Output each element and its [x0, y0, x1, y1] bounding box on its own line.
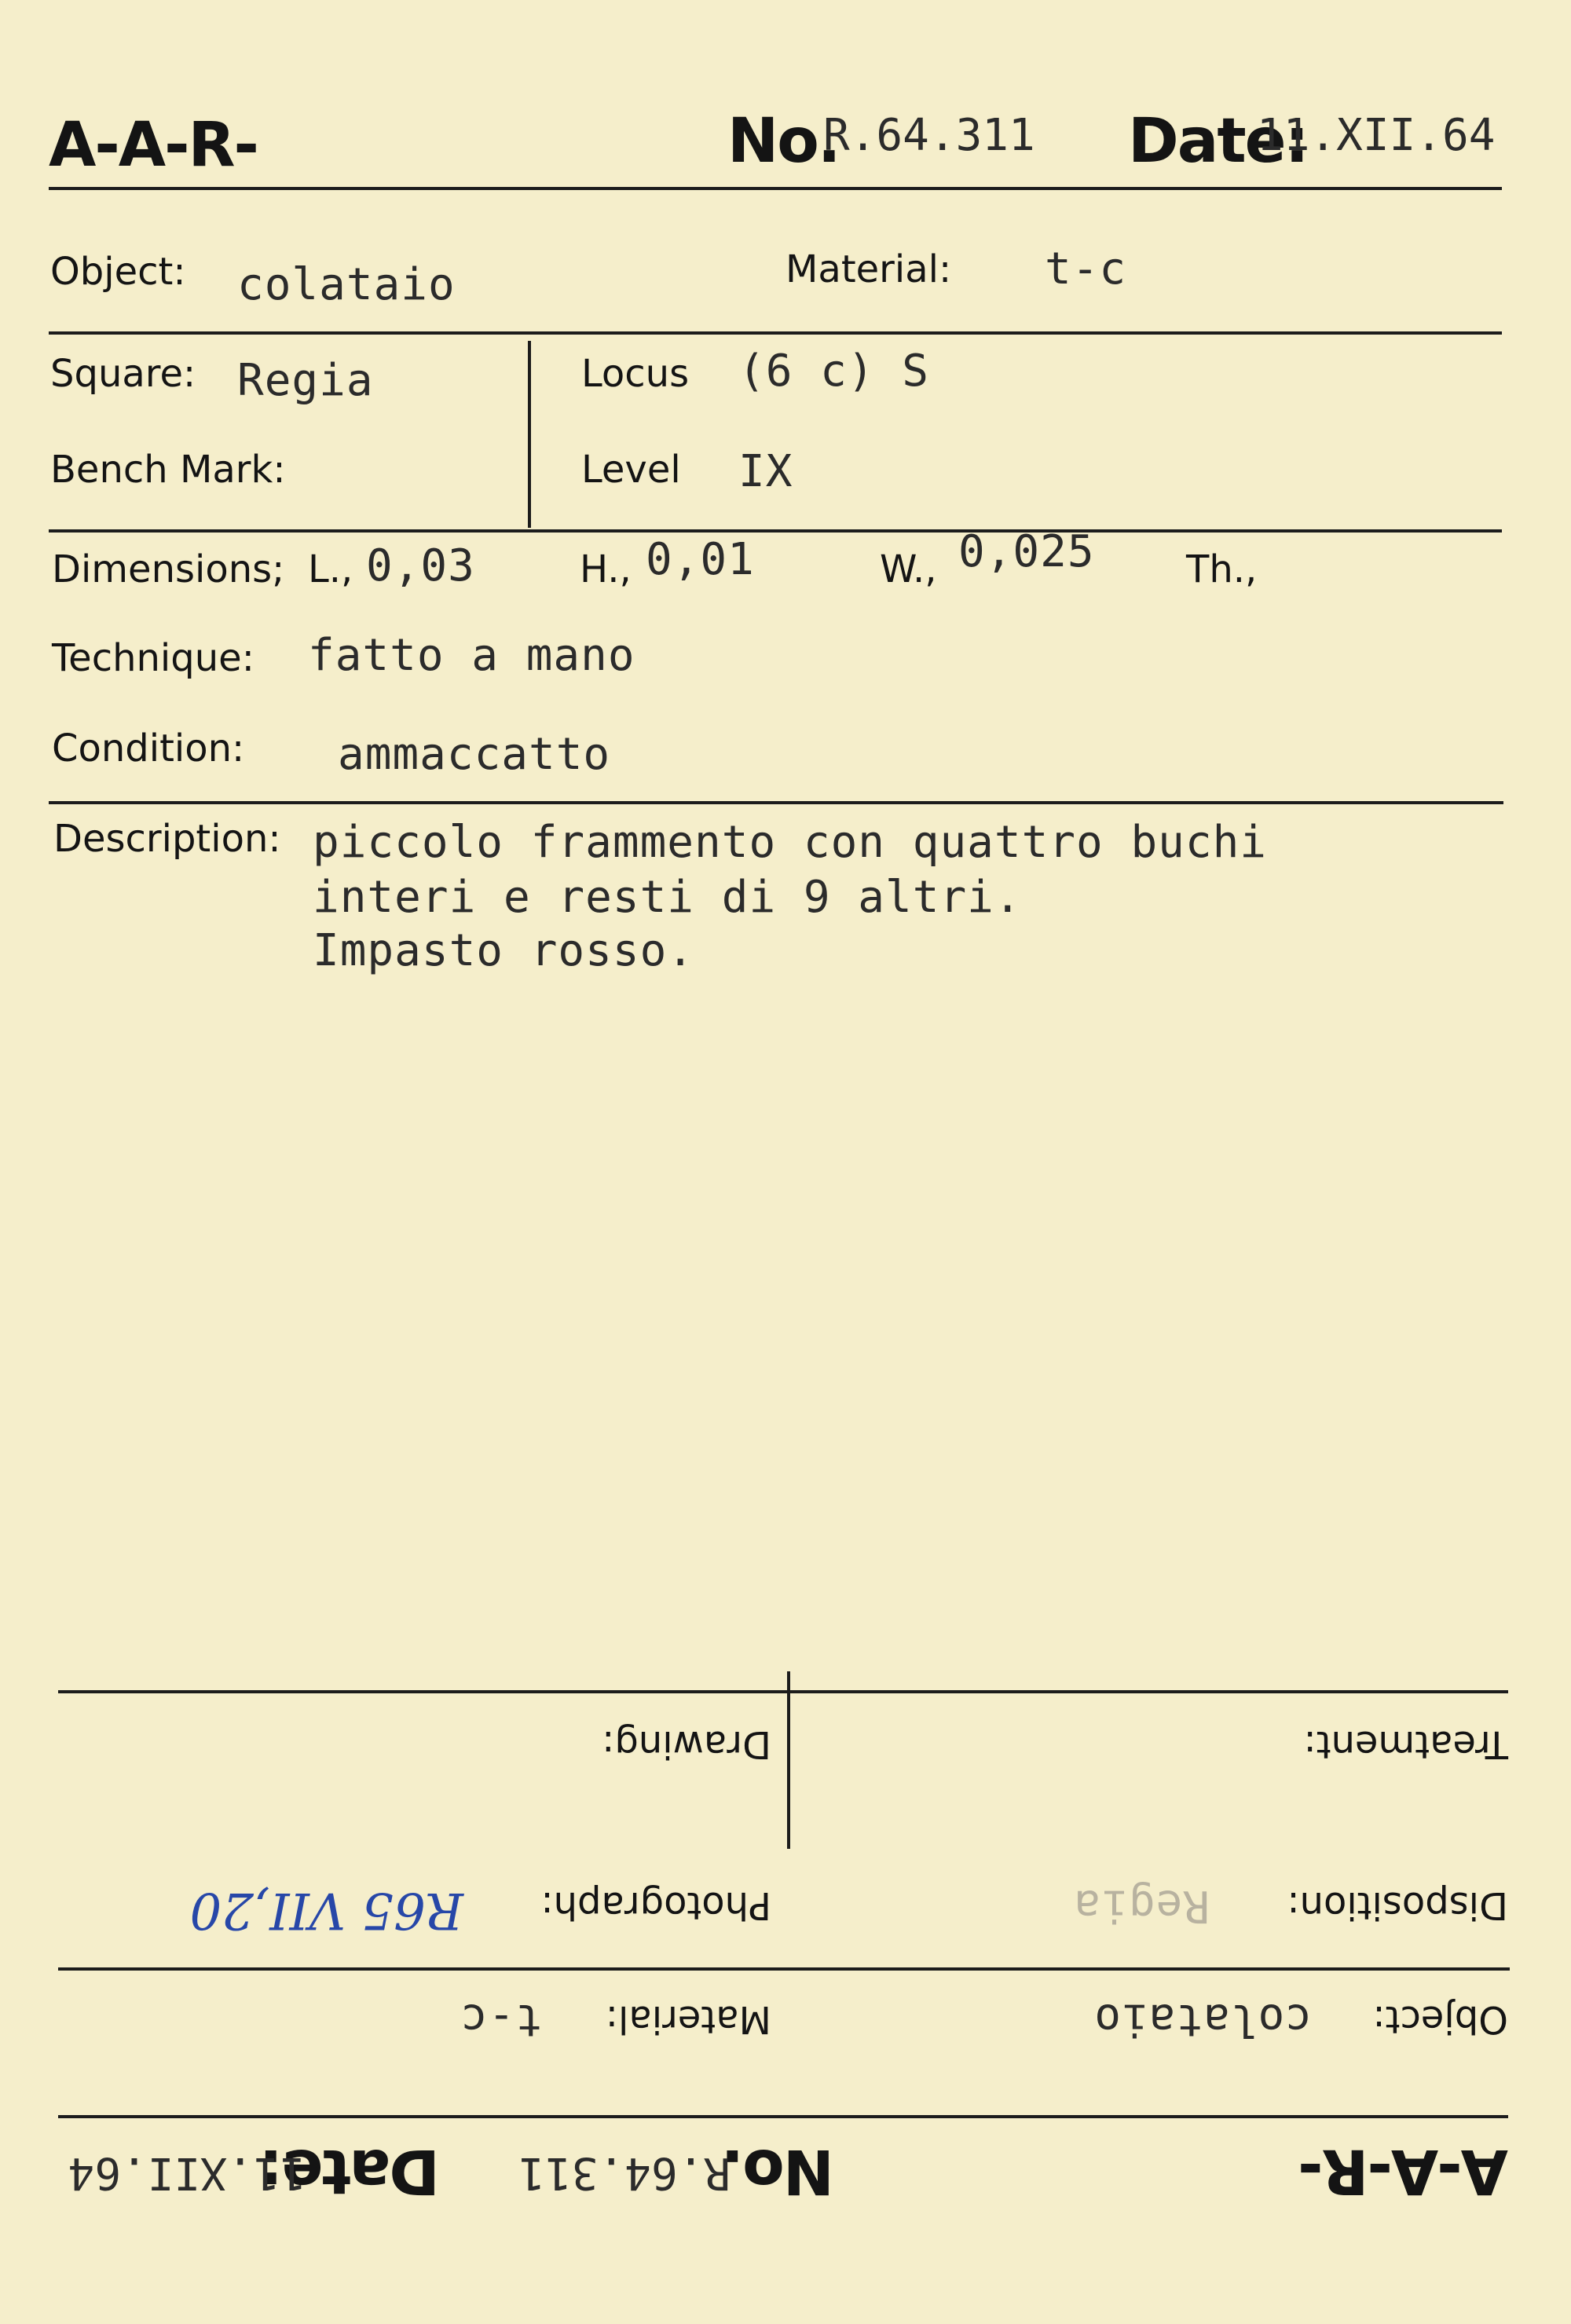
org-code: A-A-R- [1299, 2136, 1508, 2206]
technique-label: Technique: [52, 636, 255, 680]
org-code: A-A-R- [49, 110, 258, 181]
no-value: R.64.311 [823, 110, 1035, 161]
treatment-label: Treatment: [1303, 1722, 1508, 1766]
description-label: Description: [53, 817, 281, 861]
inverted-section [0, 1665, 1571, 2324]
no-label: No. [722, 2136, 834, 2206]
dimensions-label: Dimensions; [52, 547, 285, 591]
square-label: Square: [50, 352, 196, 396]
drawing-label: Drawing: [602, 1722, 771, 1766]
divider [49, 187, 1502, 190]
divider [787, 1671, 790, 1849]
date-label: Date: [260, 2136, 440, 2206]
square-value: Regia [237, 355, 374, 406]
divider [58, 2115, 1508, 2118]
divider [49, 331, 1502, 335]
divider [49, 801, 1503, 804]
divider [528, 341, 531, 528]
level-label: Level [581, 448, 681, 492]
technique-value: fatto a mano [308, 630, 635, 681]
disposition-value: Regia [1073, 1880, 1210, 1931]
width-label: W., [880, 547, 937, 591]
disposition-label: Disposition: [1287, 1883, 1508, 1927]
description-line: Impasto rosso. [313, 925, 695, 976]
condition-value: ammaccatto [338, 729, 611, 780]
length-value: 0,03 [366, 540, 475, 591]
divider [58, 1967, 1510, 1971]
divider [49, 529, 1502, 533]
date-value: 11.XII.64 [68, 2147, 306, 2198]
level-value: IX [738, 446, 793, 497]
no-value: R.64.311 [518, 2147, 731, 2198]
object-label: Object: [1372, 1997, 1508, 2041]
thickness-label: Th., [1186, 547, 1258, 591]
date-value: 11.XII.64 [1257, 110, 1496, 161]
locus-value: (6 c) S [738, 346, 930, 397]
bench-mark-label: Bench Mark: [50, 448, 286, 492]
length-label: L., [308, 547, 353, 591]
height-label: H., [580, 547, 632, 591]
material-label: Material: [786, 247, 952, 291]
width-value: 0,025 [958, 526, 1095, 577]
photograph-label: Photograph: [540, 1883, 771, 1927]
description-line: interi e resti di 9 altri. [313, 872, 1022, 923]
description-line: piccolo frammento con quattro buchi [313, 817, 1268, 868]
object-value: colataio [1093, 1994, 1312, 2045]
photograph-value: R65 VII,20 [189, 1881, 463, 1939]
height-value: 0,01 [646, 534, 755, 585]
object-label: Object: [50, 250, 186, 294]
date-label: Date: [1128, 106, 1308, 177]
condition-label: Condition: [52, 726, 245, 770]
no-label: No. [727, 106, 840, 177]
material-value: t-c [1045, 243, 1127, 295]
object-value: colataio [237, 259, 456, 310]
locus-label: Locus [581, 352, 690, 396]
material-label: Material: [605, 1997, 771, 2041]
material-value: t-c [460, 1994, 542, 2045]
